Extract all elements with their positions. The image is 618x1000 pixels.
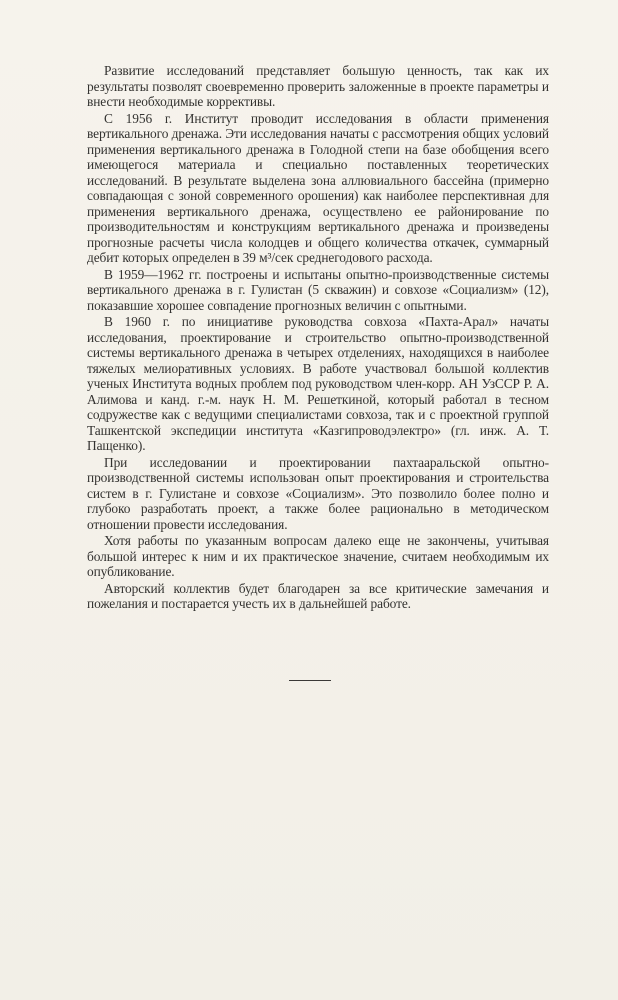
body-text [87, 63, 549, 613]
paragraph: Развитие исследований представляет большую ценность, так как их результаты позволят своевременно проверить заложенные в проекте параметры и внести необходимые коррективы. [87, 63, 549, 109]
paragraph: В 1960 г. по инициативе руководства совхоза «Пахта-Арал» начаты исследования, проектирование и строительство опытно-производственной системы вертикального дренажа в четырех отделениях, находящихся в наиболее тяжелых мелиоративных условиях. В работе участвовал большой коллектив ученых Института водных проблем под руководством член-корр. АН УзССР Р. А. Алимова и канд. г.-м. наук Н. М. Решеткиной, который работал в тесном содружестве как с ведущими специалистами совхоза, так и с проектной группой Ташкентской экспедиции института «Казгипроводэлектро» (гл. инж. А. Т. Пащенко). [87, 314, 549, 453]
paragraph: С 1956 г. Институт проводит исследования в области применения вертикального дренажа. Эти исследования начаты с рассмотрения общих условий применения вертикального дренажа в Голодной степи на базе обобщения всего имеющегося материала и специально поставленных теоретических исследований. В результате выделена зона аллювиального бассейна (примерно совпадающая с зоной современного орошения) как наиболее перспективная для применения вертикального дренажа, осуществлено ее районирование по производительностям и конструкциям вертикального дренажа и произведены прогнозные расчеты числа колодцев и общего количества откачек, суммарный дебит которых определен в 39 м³/сек среднегодового расхода. [87, 110, 549, 265]
paragraph: Авторский коллектив будет благодарен за все критические замечания и пожелания и постарается учесть их в дальнейшей работе. [87, 580, 549, 611]
paragraph: При исследовании и проектировании пахтааральской опытно-производственной системы использован опыт проектирования и строительства систем в г. Гулистане и совхозе «Социализм». Это позволило более полно и глубоко разработать проект, а также более рационально в методическом отношении провести исследования. [87, 454, 549, 532]
paragraph: Хотя работы по указанным вопросам далеко еще не закончены, учитывая большой интерес к ним и их практическое значение, считаем необходимым их опубликование. [87, 533, 549, 579]
paragraph: В 1959—1962 гг. построены и испытаны опытно-производственные системы вертикального дренажа в г. Гулистан (5 скважин) и совхозе «Социализм» (12), показавшие хорошее совпадение прогнозных величин с опытными. [87, 266, 549, 313]
section-divider [289, 680, 331, 681]
